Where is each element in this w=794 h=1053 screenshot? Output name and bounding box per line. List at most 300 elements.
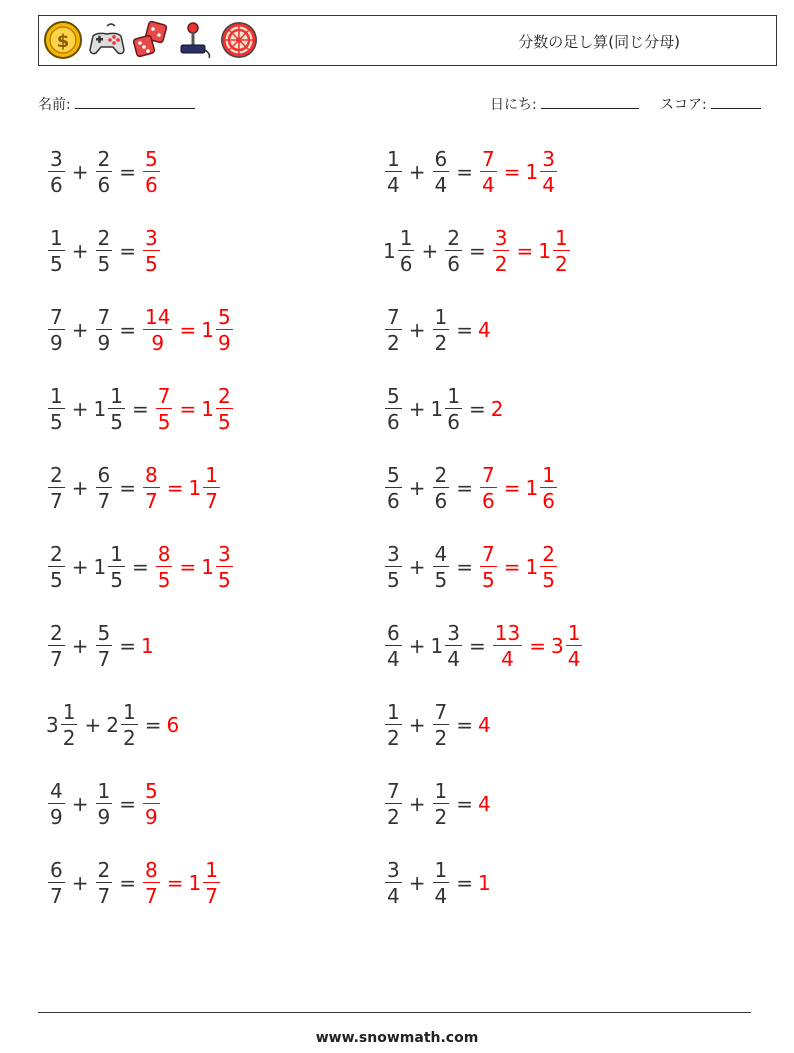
answer: [141, 304, 235, 356]
answer-fraction: [493, 225, 510, 277]
term-fraction-bar: [385, 803, 402, 805]
answer-number: [491, 620, 524, 672]
term-fraction: [433, 304, 450, 356]
term-fraction: [385, 620, 402, 672]
term-numerator: 2: [97, 225, 111, 250]
term-numerator: 1: [62, 699, 76, 724]
term-fraction-bar: [48, 645, 65, 647]
answer-fraction-bar: [143, 803, 160, 805]
answer-equals-sign: =: [179, 555, 197, 579]
answer-whole: 4: [478, 792, 491, 816]
answer: [141, 634, 154, 658]
term-number: [46, 857, 67, 909]
term-number: [106, 699, 139, 751]
term-numerator: 1: [110, 383, 123, 408]
term-fraction-bar: [96, 329, 113, 331]
plus-sign: +: [408, 555, 426, 579]
problem-item: [46, 142, 162, 202]
answer-numerator: 5: [145, 146, 158, 171]
term-number: [46, 146, 67, 198]
answer-number: [141, 778, 162, 830]
term-denominator: 4: [434, 173, 448, 198]
term-fraction: [385, 699, 402, 751]
term-numerator: 5: [387, 383, 400, 408]
answer-number: [525, 541, 559, 593]
term-numerator: 1: [434, 778, 448, 803]
term-number: [383, 225, 416, 277]
term-number: [46, 778, 67, 830]
answer-number: [525, 462, 559, 514]
name-field: [38, 94, 195, 114]
term-numerator: 6: [97, 462, 111, 487]
answer-whole: 3: [550, 634, 564, 658]
term-denominator: 5: [110, 410, 123, 435]
answer-fraction-bar: [553, 250, 570, 252]
term-fraction-bar: [398, 250, 415, 252]
answer-numerator: 7: [482, 146, 495, 171]
term-fraction-bar: [121, 724, 138, 726]
answer-numerator: 5: [145, 778, 158, 803]
term-number: [46, 620, 67, 672]
term-fraction-bar: [385, 329, 402, 331]
equals-sign: =: [131, 555, 149, 579]
answer-numerator: 7: [482, 462, 495, 487]
answer-number: [538, 225, 571, 277]
term-number: [383, 699, 404, 751]
equals-sign: =: [456, 318, 473, 342]
term-whole: 1: [430, 397, 444, 421]
answer-numerator: 2: [542, 541, 555, 566]
answer-denominator: 7: [205, 884, 218, 909]
term-number: [383, 462, 404, 514]
date-blank[interactable]: [541, 94, 639, 109]
term-denominator: 6: [97, 173, 111, 198]
answer-fraction-bar: [143, 250, 160, 252]
term-fraction: [445, 383, 462, 435]
term-numerator: 1: [110, 541, 123, 566]
answer-whole: 6: [166, 713, 180, 737]
answer-denominator: 4: [482, 173, 495, 198]
term-fraction-bar: [48, 803, 65, 805]
term-fraction: [121, 699, 138, 751]
answer-fraction-bar: [566, 645, 583, 647]
term-fraction: [445, 620, 462, 672]
term-fraction-bar: [48, 171, 65, 173]
answer-fraction: [480, 462, 497, 514]
answer: [141, 462, 222, 514]
answer-whole: 4: [478, 318, 491, 342]
term-fraction-bar: [96, 487, 113, 489]
term-denominator: 6: [399, 252, 413, 277]
answer-whole: 1: [525, 476, 539, 500]
problem-item: [46, 616, 154, 676]
term-fraction-bar: [96, 171, 113, 173]
term-denominator: 6: [447, 410, 460, 435]
answer-fraction: [216, 304, 233, 356]
answer-fraction-bar: [493, 645, 522, 647]
term-number: [46, 304, 67, 356]
term-denominator: 5: [97, 252, 111, 277]
answer-denominator: 9: [145, 805, 158, 830]
term-fraction-bar: [385, 487, 402, 489]
term-fraction-bar: [48, 408, 65, 410]
term-fraction-bar: [48, 250, 65, 252]
term-numerator: 1: [97, 778, 111, 803]
term-denominator: 6: [387, 489, 400, 514]
answer-fraction-bar: [540, 487, 557, 489]
name-blank[interactable]: [75, 94, 195, 109]
term-whole: 1: [383, 239, 396, 263]
equals-sign: =: [119, 476, 136, 500]
answer-numerator: 8: [145, 857, 158, 882]
term-whole: 3: [46, 713, 59, 737]
problem-item: [383, 695, 491, 755]
term-number: [383, 857, 404, 909]
term-fraction: [96, 304, 113, 356]
term-denominator: 2: [387, 331, 400, 356]
plus-sign: +: [71, 555, 89, 579]
dice-icon: [131, 20, 171, 60]
answer-denominator: 4: [542, 173, 555, 198]
term-fraction: [385, 778, 402, 830]
term-denominator: 6: [447, 252, 460, 277]
answer-numerator: 1: [542, 462, 555, 487]
answer-number: [188, 857, 222, 909]
term-fraction-bar: [433, 803, 450, 805]
equals-sign: =: [119, 318, 136, 342]
term-numerator: 1: [387, 146, 400, 171]
answer-fraction-bar: [480, 566, 497, 568]
term-number: [46, 541, 67, 593]
answer-fraction-bar: [143, 882, 160, 884]
term-numerator: 1: [434, 857, 448, 882]
term-fraction-bar: [385, 171, 402, 173]
problem-item: [383, 774, 491, 834]
term-number: [46, 699, 79, 751]
term-number: [94, 857, 115, 909]
answer-numerator: 1: [567, 620, 581, 645]
term-numerator: 6: [434, 146, 448, 171]
term-fraction: [385, 857, 402, 909]
answer-fraction: [540, 462, 557, 514]
equals-sign: =: [119, 792, 136, 816]
answer-number: [525, 146, 559, 198]
term-fraction: [48, 225, 65, 277]
answer-number: [478, 318, 491, 342]
answer-fraction-bar: [216, 329, 233, 331]
term-denominator: 6: [50, 173, 63, 198]
term-fraction: [445, 225, 462, 277]
answer: [478, 146, 559, 198]
answer-whole: 1: [201, 555, 214, 579]
term-fraction: [48, 383, 65, 435]
term-fraction: [385, 541, 402, 593]
term-fraction-bar: [433, 724, 450, 726]
term-denominator: 2: [434, 726, 448, 751]
term-fraction-bar: [48, 882, 65, 884]
term-number: [431, 304, 452, 356]
problem-item: [383, 458, 559, 518]
plus-sign: +: [408, 713, 426, 737]
header-icons: [43, 20, 259, 60]
answer: [478, 792, 491, 816]
term-denominator: 4: [447, 647, 460, 672]
term-numerator: 2: [434, 462, 448, 487]
coin-icon: [43, 20, 83, 60]
plus-sign: +: [408, 476, 426, 500]
answer-numerator: 1: [205, 462, 218, 487]
answer: [478, 541, 559, 593]
answer-whole: 1: [141, 634, 154, 658]
answer-equals-sign: =: [529, 634, 546, 658]
answer-fraction-bar: [143, 487, 160, 489]
equals-sign: =: [119, 871, 136, 895]
term-numerator: 1: [434, 304, 448, 329]
answer-fraction: [566, 620, 583, 672]
answer-number: [550, 620, 584, 672]
term-numerator: 1: [50, 225, 63, 250]
worksheet-title: 分数の足し算(同じ分母): [518, 33, 680, 51]
answer-equals-sign: =: [503, 476, 521, 500]
answer-fraction: [480, 146, 497, 198]
term-numerator: 4: [434, 541, 448, 566]
problem-item: [383, 853, 491, 913]
term-denominator: 2: [434, 331, 448, 356]
answer-fraction-bar: [143, 329, 172, 331]
plus-sign: +: [408, 792, 426, 816]
problem-item: [46, 300, 235, 360]
equals-sign: =: [119, 634, 136, 658]
term-fraction: [108, 541, 125, 593]
answer-fraction: [143, 225, 160, 277]
term-fraction: [48, 541, 65, 593]
answer-fraction-bar: [143, 171, 160, 173]
term-fraction: [96, 857, 113, 909]
answer-denominator: 7: [145, 884, 158, 909]
answer-equals-sign: =: [166, 476, 184, 500]
answer-denominator: 5: [145, 252, 158, 277]
term-number: [94, 778, 115, 830]
answer-fraction-bar: [540, 171, 557, 173]
term-fraction: [433, 778, 450, 830]
answer-denominator: 7: [145, 489, 158, 514]
term-fraction-bar: [385, 408, 402, 410]
footer-url: www.snowmath.com: [315, 1030, 479, 1046]
answer-number: [478, 713, 491, 737]
answer-whole: 1: [538, 239, 551, 263]
answer-denominator: 9: [217, 331, 231, 356]
term-denominator: 7: [97, 884, 111, 909]
term-fraction: [433, 462, 450, 514]
term-fraction-bar: [433, 329, 450, 331]
term-number: [431, 146, 452, 198]
term-numerator: 2: [97, 857, 111, 882]
plus-sign: +: [408, 318, 426, 342]
svg-text:$: $: [56, 31, 70, 52]
term-numerator: 3: [387, 541, 400, 566]
answer-fraction: [216, 541, 233, 593]
answer-number: [491, 397, 504, 421]
problem-item: [383, 300, 491, 360]
answer-denominator: 5: [157, 410, 171, 435]
term-denominator: 5: [50, 568, 63, 593]
footer-divider: [38, 1012, 751, 1013]
answer: [141, 778, 162, 830]
answer-number: [478, 462, 499, 514]
term-number: [431, 541, 452, 593]
plus-sign: +: [84, 713, 102, 737]
answer-denominator: 4: [567, 647, 581, 672]
answer-numerator: 7: [482, 541, 495, 566]
plus-sign: +: [71, 318, 89, 342]
term-denominator: 9: [97, 805, 111, 830]
answer-equals-sign: =: [516, 239, 534, 263]
answer-fraction: [480, 541, 497, 593]
answer-denominator: 5: [217, 410, 231, 435]
problem-item: [383, 537, 559, 597]
answer: [478, 713, 491, 737]
term-denominator: 4: [434, 884, 448, 909]
term-denominator: 7: [97, 489, 111, 514]
answer: [154, 541, 235, 593]
term-denominator: 5: [50, 410, 63, 435]
plus-sign: +: [71, 239, 89, 263]
term-denominator: 5: [110, 568, 123, 593]
term-denominator: 5: [434, 568, 448, 593]
term-number: [93, 383, 127, 435]
answer-fraction: [156, 541, 173, 593]
term-fraction: [48, 857, 65, 909]
equals-sign: =: [456, 160, 473, 184]
term-numerator: 7: [97, 304, 111, 329]
answer-equals-sign: =: [166, 871, 184, 895]
term-fraction: [108, 383, 125, 435]
term-numerator: 3: [447, 620, 460, 645]
answer-whole: 1: [188, 871, 202, 895]
answer-fraction: [203, 462, 220, 514]
term-numerator: 7: [434, 699, 448, 724]
name-label: 名前:: [38, 97, 71, 113]
answer-numerator: 3: [494, 225, 508, 250]
answer-denominator: 5: [482, 568, 495, 593]
equals-sign: =: [131, 397, 149, 421]
term-fraction-bar: [385, 882, 402, 884]
answer-fraction: [143, 778, 160, 830]
answer-numerator: 14: [145, 304, 171, 329]
score-field: [660, 94, 761, 114]
answer: [491, 397, 504, 421]
answer-fraction: [216, 383, 233, 435]
answer-number: [188, 462, 222, 514]
answer-numerator: 2: [217, 383, 231, 408]
answer-numerator: 8: [145, 462, 158, 487]
answer-number: [141, 225, 162, 277]
term-number: [431, 462, 452, 514]
answer-fraction: [143, 304, 172, 356]
term-whole: 1: [93, 555, 107, 579]
term-numerator: 2: [50, 541, 63, 566]
term-fraction: [433, 541, 450, 593]
term-numerator: 3: [387, 857, 400, 882]
term-denominator: 9: [50, 805, 63, 830]
equals-sign: =: [468, 239, 486, 263]
problem-item: [46, 774, 162, 834]
answer-whole: 1: [201, 397, 214, 421]
equals-sign: =: [144, 713, 162, 737]
term-fraction-bar: [433, 171, 450, 173]
answer-fraction-bar: [493, 250, 510, 252]
term-denominator: 4: [387, 884, 400, 909]
answer-number: [141, 304, 174, 356]
equals-sign: =: [456, 871, 473, 895]
equals-sign: =: [468, 397, 486, 421]
answer-denominator: 2: [554, 252, 568, 277]
plus-sign: +: [71, 397, 89, 421]
term-fraction-bar: [385, 645, 402, 647]
answer-number: [141, 634, 154, 658]
answer-whole: 4: [478, 713, 491, 737]
term-denominator: 4: [387, 647, 400, 672]
term-fraction: [398, 225, 415, 277]
plus-sign: +: [408, 871, 426, 895]
answer-fraction-bar: [216, 566, 233, 568]
term-fraction-bar: [385, 724, 402, 726]
answer-whole: 1: [525, 555, 539, 579]
answer-number: [491, 225, 512, 277]
answer: [478, 871, 491, 895]
term-numerator: 2: [50, 620, 63, 645]
term-denominator: 2: [122, 726, 136, 751]
term-fraction: [433, 857, 450, 909]
answer-number: [478, 146, 499, 198]
answer-numerator: 5: [217, 304, 231, 329]
answer-equals-sign: =: [503, 555, 521, 579]
term-denominator: 2: [62, 726, 76, 751]
answer-number: [201, 541, 234, 593]
answer-numerator: 3: [542, 146, 555, 171]
term-denominator: 5: [387, 568, 400, 593]
problem-item: [383, 616, 584, 676]
gamepad-icon: [87, 20, 127, 60]
term-numerator: 3: [50, 146, 63, 171]
answer-denominator: 7: [205, 489, 218, 514]
problem-item: [383, 379, 503, 439]
problem-item: [46, 695, 179, 755]
answer-whole: 1: [188, 476, 202, 500]
term-numerator: 7: [387, 304, 400, 329]
term-number: [94, 146, 115, 198]
answer-equals-sign: =: [179, 397, 197, 421]
term-fraction-bar: [96, 803, 113, 805]
plus-sign: +: [71, 871, 89, 895]
answer-fraction-bar: [203, 487, 220, 489]
answer-number: [154, 541, 175, 593]
plus-sign: +: [71, 160, 89, 184]
answer: [478, 462, 559, 514]
answer-numerator: 8: [157, 541, 171, 566]
term-fraction: [96, 146, 113, 198]
term-fraction-bar: [433, 882, 450, 884]
term-denominator: 9: [50, 331, 63, 356]
answer-denominator: 5: [157, 568, 171, 593]
term-numerator: 5: [97, 620, 111, 645]
answer-fraction: [540, 541, 557, 593]
term-fraction-bar: [96, 882, 113, 884]
term-number: [94, 304, 115, 356]
equals-sign: =: [119, 160, 136, 184]
score-blank[interactable]: [711, 94, 761, 109]
term-number: [383, 541, 404, 593]
